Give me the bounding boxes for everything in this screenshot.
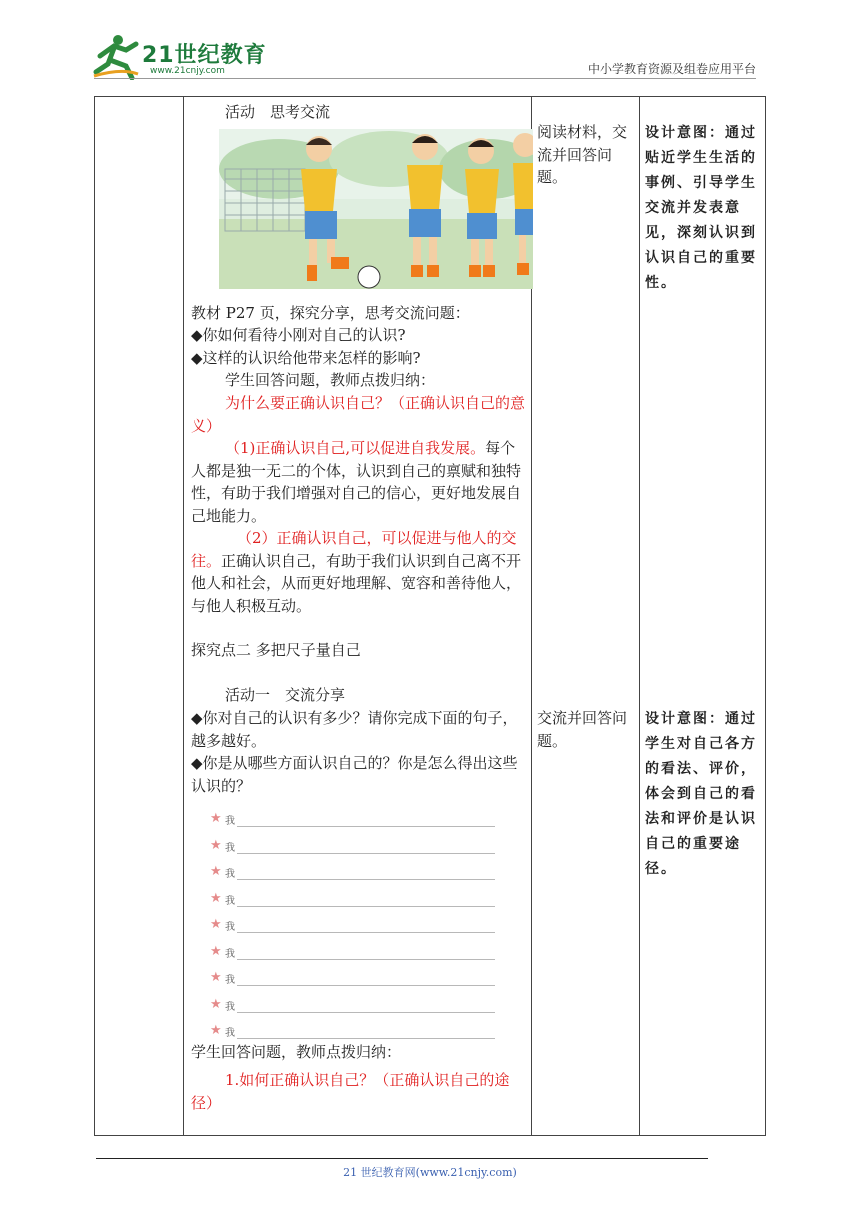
star-icon: ★ <box>210 864 222 879</box>
soccer-boys-illustration <box>219 129 533 289</box>
star-icon: ★ <box>210 917 222 932</box>
star-icon: ★ <box>210 943 222 959</box>
worksheet-row[interactable] <box>210 834 495 861</box>
point-2-heading: （2）正确认识自己，可以促进与他人的交往。 <box>191 529 517 570</box>
footer-link[interactable]: 21 世纪教育网(www.21cnjy.com) <box>343 1166 517 1179</box>
worksheet-label: 我 <box>225 842 235 854</box>
page-header <box>0 0 860 90</box>
point-1 <box>191 437 525 527</box>
star-icon: ★ <box>210 996 222 1012</box>
question-2: ◆这样的认识给他带来怎样的影响? <box>191 349 421 367</box>
worksheet-row[interactable] <box>210 860 495 887</box>
blank-line <box>237 985 495 986</box>
self-description-worksheet <box>210 807 495 1046</box>
student-activity-2: 交流并回答问题。 <box>537 709 628 750</box>
activity-2-title: 活动一 交流分享 <box>225 686 346 704</box>
design-intent-2: 设计意图：通过学生对自己各方的看法、评价，体会到自己的看法和评价是认识自己的重要途径。 <box>645 711 757 877</box>
worksheet-row[interactable] <box>210 966 495 993</box>
summary-intro-2: 学生回答问题，教师点拨归纳： <box>191 1043 402 1061</box>
worksheet-label: 我 <box>225 948 235 960</box>
point-2 <box>191 527 525 617</box>
question-1: ◆你如何看待小刚对自己的认识? <box>191 326 406 344</box>
worksheet-row[interactable] <box>210 993 495 1020</box>
blank-line <box>237 932 495 933</box>
how-question: 1.如何正确认识自己？（正确认识自己的途径） <box>191 1071 510 1112</box>
logo-text: 21世纪教育 <box>142 43 267 68</box>
worksheet-label: 我 <box>225 922 235 933</box>
blank-line <box>237 959 495 960</box>
worksheet-row[interactable] <box>210 913 495 940</box>
worksheet-label: 我 <box>225 1028 235 1039</box>
blank-line <box>237 853 495 854</box>
worksheet-label: 我 <box>225 816 235 827</box>
blank-line <box>237 906 495 907</box>
student-activity-1: 阅读材料，交流并回答问题。 <box>537 123 628 186</box>
activity-title: 活动 思考交流 <box>225 103 331 121</box>
platform-title: 中小学教育资源及组卷应用平台 <box>587 62 756 76</box>
lesson-table <box>94 96 766 1136</box>
header-divider <box>94 78 756 79</box>
star-icon: ★ <box>210 890 222 906</box>
why-question: 为什么要正确认识自己？（正确认识自己的意义） <box>191 394 526 435</box>
star-icon: ★ <box>210 970 222 985</box>
star-icon: ★ <box>210 811 222 826</box>
worksheet-row[interactable] <box>210 887 495 914</box>
logo-url: www.21cnjy.com <box>150 66 225 76</box>
point-1-heading: （1)正确认识自己,可以促进自我发展。 <box>225 439 486 457</box>
point-2-body: 正确认识自己，有助于我们认识到自己离不开他人和社会，从而更好地理解、宽容和善待他人，与他人积极互动。 <box>191 551 522 615</box>
explore-2-title: 探究点二 多把尺子量自己 <box>191 641 361 659</box>
worksheet-label: 我 <box>225 975 235 986</box>
star-icon: ★ <box>210 1023 222 1038</box>
star-icon: ★ <box>210 837 222 853</box>
footer-divider <box>96 1158 708 1159</box>
design-intent-1: 设计意图：通过贴近学生生活的事例、引导学生交流并发表意见，深刻认识到认识自己的重要性。 <box>645 125 757 291</box>
worksheet-label: 我 <box>225 869 235 880</box>
activity-intro: 教材 P27 页，探究分享，思考交流问题： <box>191 304 470 322</box>
worksheet-row[interactable] <box>210 807 495 834</box>
blank-line <box>237 1038 495 1039</box>
worksheet-label: 我 <box>225 895 235 907</box>
column-divider <box>639 97 640 1135</box>
summary-intro: 学生回答问题，教师点拨归纳： <box>225 371 436 389</box>
worksheet-label: 我 <box>225 1001 235 1013</box>
blank-line <box>237 879 495 880</box>
question-4: ◆你是从哪些方面认识自己的？你是怎么得出这些认识的？ <box>191 754 518 795</box>
blank-line <box>237 1012 495 1013</box>
question-3: ◆你对自己的认识有多少？请你完成下面的句子，越多越好。 <box>191 709 518 750</box>
point-1-body: 每个人都是独一无二的个体，认识到自己的禀赋和独特性，有助于我们增强对自己的信心，更好地发展自己地能力。 <box>191 439 522 525</box>
worksheet-row[interactable] <box>210 940 495 967</box>
column-divider <box>183 97 184 1135</box>
blank-line <box>237 826 495 827</box>
